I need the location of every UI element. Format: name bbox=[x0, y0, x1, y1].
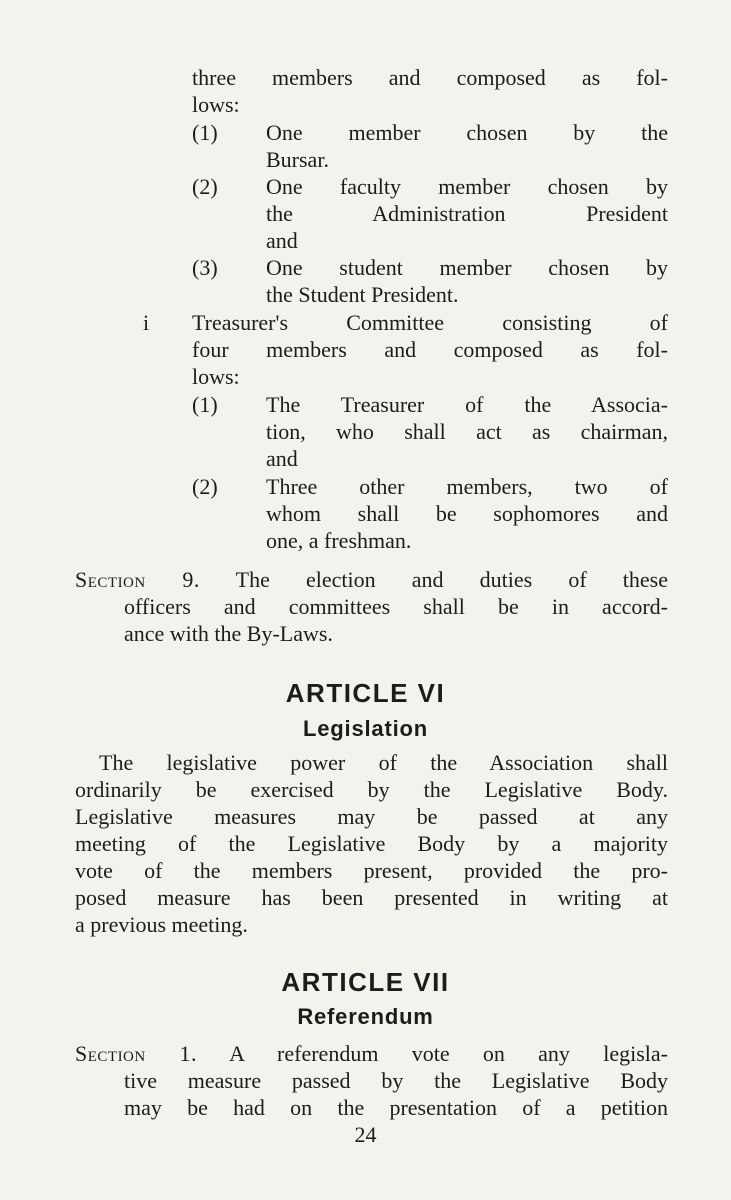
text-line: One faculty member chosen by bbox=[266, 174, 668, 199]
text-line: Legislative measures may be passed at any bbox=[75, 804, 668, 829]
section-label: Section 9. bbox=[75, 567, 200, 592]
text-line: whom shall be sophomores and bbox=[266, 501, 668, 526]
list-item bbox=[192, 391, 668, 472]
text-line: ance with the By-Laws. bbox=[124, 621, 333, 646]
clause-i bbox=[143, 309, 668, 390]
text-line: The Treasurer of the Associa- bbox=[266, 392, 668, 417]
text-line: one, a freshman. bbox=[266, 528, 412, 553]
clause-label: i bbox=[143, 310, 150, 335]
text-line: meeting of the Legislative Body by a majority bbox=[75, 831, 668, 856]
text-line: The election and duties of these bbox=[235, 567, 668, 592]
article-subheading: Legislation bbox=[303, 716, 428, 741]
article-body bbox=[75, 749, 668, 938]
text-line: Bursar. bbox=[266, 147, 329, 172]
item-number: (1) bbox=[192, 120, 218, 145]
text-line: four members and composed as fol- bbox=[192, 337, 668, 362]
text-line: and bbox=[266, 446, 298, 471]
list-item bbox=[192, 173, 668, 254]
text-line: tion, who shall act as chairman, bbox=[266, 419, 668, 444]
page-number: 24 bbox=[354, 1122, 377, 1147]
continuation-text bbox=[192, 64, 668, 118]
section-label: Section 1. bbox=[75, 1041, 198, 1066]
item-number: (2) bbox=[192, 474, 218, 499]
article-subheading: Referendum bbox=[297, 1004, 434, 1029]
text-line: officers and committees shall be in accord- bbox=[124, 594, 668, 619]
text-line: may be had on the presentation of a petition bbox=[124, 1095, 668, 1120]
text-line: One student member chosen by bbox=[266, 255, 668, 280]
text-line: a previous meeting. bbox=[75, 912, 248, 937]
text-line: lows: bbox=[192, 92, 240, 117]
text-line: the Student President. bbox=[266, 282, 459, 307]
text-line: Three other members, two of bbox=[266, 474, 668, 499]
text-line: tive measure passed by the Legislative Body bbox=[124, 1068, 668, 1093]
text-line: lows: bbox=[192, 364, 240, 389]
text-line: One member chosen by the bbox=[266, 120, 668, 145]
text-line: posed measure has been presented in writing at bbox=[75, 885, 668, 910]
text-line: A referendum vote on any legisla- bbox=[229, 1041, 668, 1066]
item-number: (2) bbox=[192, 174, 218, 199]
text-line: ordinarily be exercised by the Legislative Body. bbox=[75, 777, 668, 802]
text-line: the Administration President bbox=[266, 201, 668, 226]
text-line: vote of the members present, provided the pro- bbox=[75, 858, 668, 883]
section-9 bbox=[75, 566, 668, 647]
list-item bbox=[192, 254, 668, 308]
list-item bbox=[192, 119, 668, 173]
item-number: (3) bbox=[192, 255, 218, 280]
text-line: The legislative power of the Association shall bbox=[99, 750, 668, 775]
text-line: and bbox=[266, 228, 298, 253]
section-1 bbox=[75, 1040, 668, 1121]
article-heading: ARTICLE VI bbox=[285, 678, 446, 708]
item-number: (1) bbox=[192, 392, 218, 417]
list-item bbox=[192, 473, 668, 554]
text-line: three members and composed as fol- bbox=[192, 65, 668, 90]
article-heading: ARTICLE VII bbox=[281, 967, 450, 997]
text-line: Treasurer's Committee consisting of bbox=[192, 310, 668, 335]
